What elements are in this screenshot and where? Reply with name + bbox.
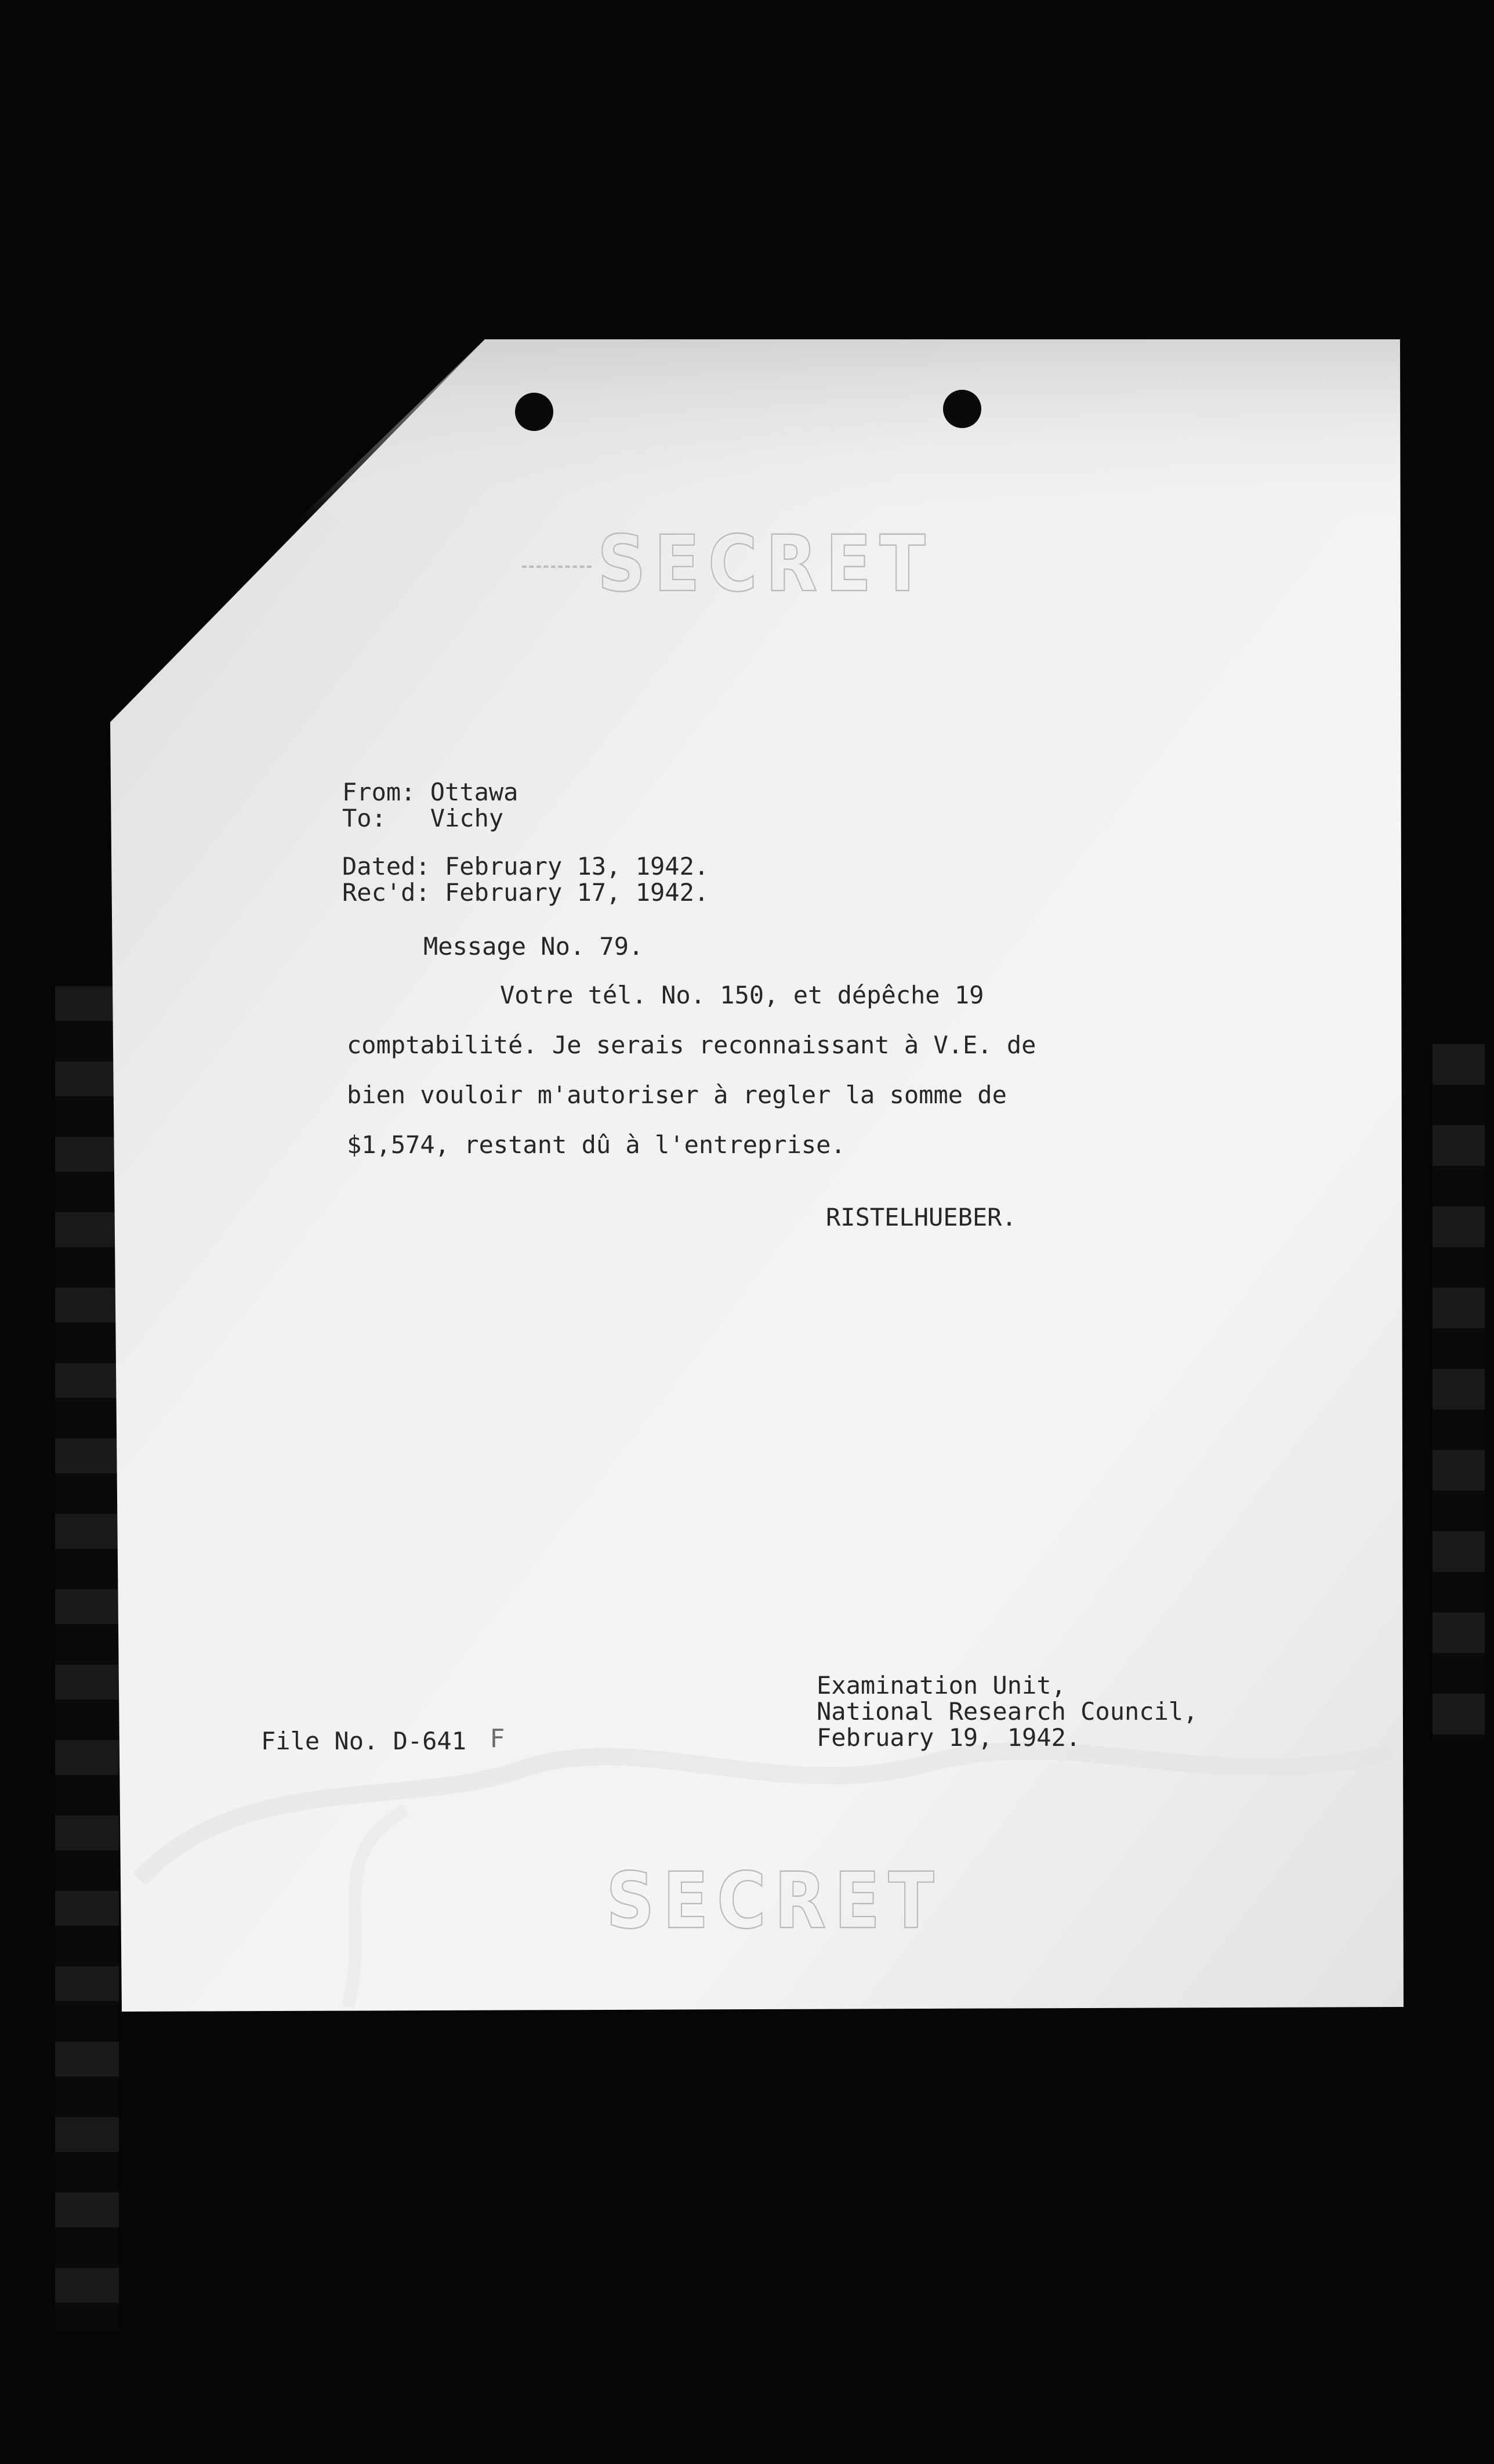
file-number: File No. D-641 xyxy=(261,1727,467,1755)
stamp-dash-left xyxy=(522,566,592,568)
file-suffix: F xyxy=(490,1724,505,1753)
recd-line xyxy=(342,879,709,907)
message-number: Message No. 79. xyxy=(423,932,644,961)
from-label: From: xyxy=(342,778,416,806)
message-line-3: bien vouloir m'autoriser à regler la somme de xyxy=(347,1081,1007,1109)
unit-line-2: National Research Council, xyxy=(817,1697,1198,1726)
to-line xyxy=(342,805,503,832)
to-value: Vichy xyxy=(430,804,504,832)
signature: RISTELHUEBER. xyxy=(826,1203,1017,1231)
from-line xyxy=(342,778,518,806)
to-label: To: xyxy=(342,804,386,832)
unit-line-3: February 19, 1942. xyxy=(817,1723,1081,1752)
punch-hole-left xyxy=(515,393,553,431)
message-line-4: $1,574, restant dû à l'entreprise. xyxy=(347,1130,846,1159)
message-line-1: Votre tél. No. 150, et dépêche 19 xyxy=(500,981,984,1009)
from-value: Ottawa xyxy=(430,778,518,806)
unit-line-1: Examination Unit, xyxy=(817,1671,1066,1700)
punch-hole-right xyxy=(943,390,981,428)
recd-value: February 17, 1942. xyxy=(445,878,709,907)
secret-stamp-top: SECRET xyxy=(597,519,934,610)
dated-label: Dated: xyxy=(342,852,430,880)
recd-label: Rec'd: xyxy=(342,878,430,907)
secret-stamp-bottom: SECRET xyxy=(606,1856,942,1947)
message-line-2: comptabilité. Je serais reconnaissant à V.E. de xyxy=(347,1031,1036,1059)
dated-value: February 13, 1942. xyxy=(445,852,709,880)
dated-line xyxy=(342,853,709,880)
